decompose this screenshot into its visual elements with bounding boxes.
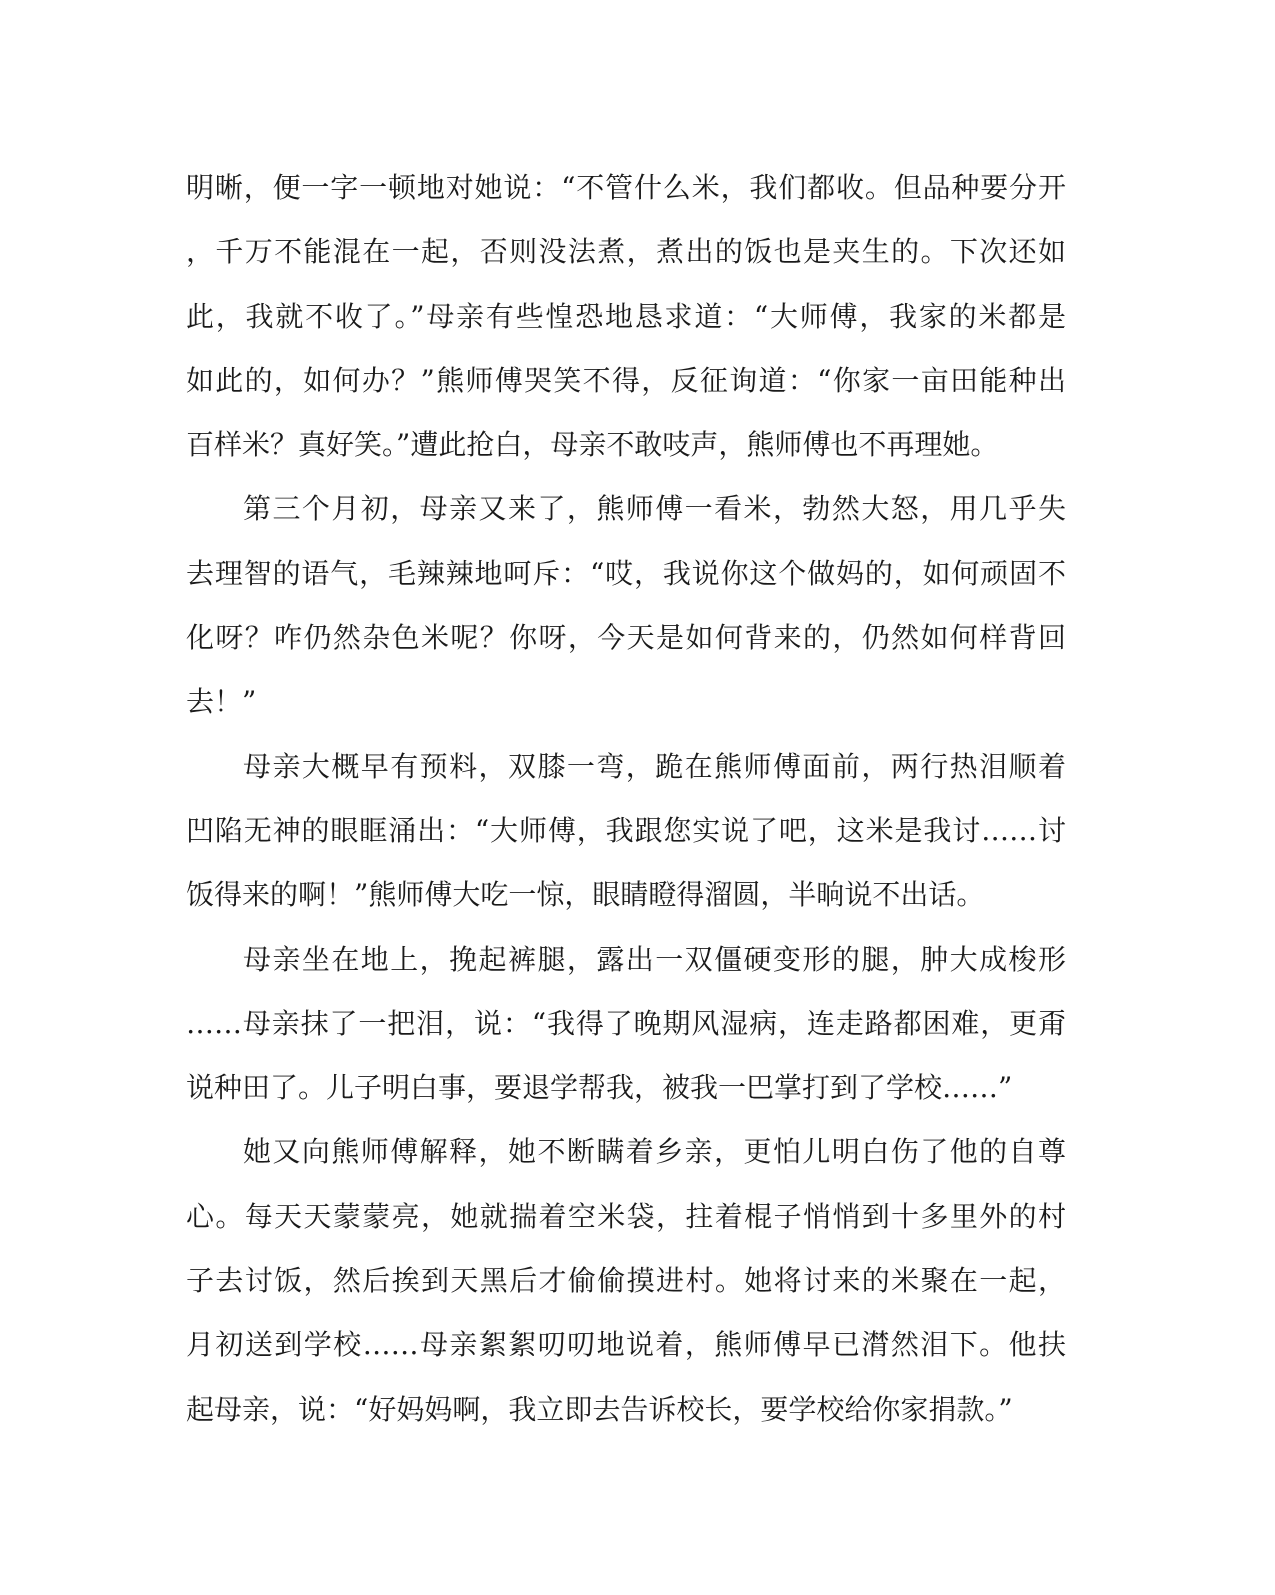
text-line: 去理智的语气，毛辣辣地呵斥：“哎，我说你这个做妈的，如何顽固不 xyxy=(186,556,1066,590)
text-line: ，千万不能混在一起，否则没法煮，煮出的饭也是夹生的。下次还如 xyxy=(186,235,1066,269)
text-line: 百样米？真好笑。”遭此抢白，母亲不敢吱声，熊师傅也不再理她。 xyxy=(186,428,999,462)
paragraph xyxy=(186,735,1066,928)
document-body xyxy=(186,156,1066,1442)
paragraph xyxy=(186,156,1066,477)
text-line: 去！” xyxy=(186,685,257,719)
text-line: 起母亲，说：“好妈妈啊，我立即去告诉校长，要学校给你家捐款。” xyxy=(186,1392,1013,1426)
text-line: 如此的，如何办？”熊师傅哭笑不得，反征询道：“你家一亩田能种出 xyxy=(186,363,1066,397)
text-line: 说种田了。儿子明白事，要退学帮我，被我一巴掌打到了学校……” xyxy=(186,1071,1013,1105)
text-line: 饭得来的啊！”熊师傅大吃一惊，眼睛瞪得溜圆，半晌说不出话。 xyxy=(186,878,985,912)
paragraph xyxy=(186,1120,1066,1441)
text-line: 心。每天天蒙蒙亮，她就揣着空米袋，拄着棍子悄悄到十多里外的村 xyxy=(186,1199,1066,1233)
text-line: 明晰，便一字一顿地对她说：“不管什么米，我们都收。但品种要分开 xyxy=(186,171,1066,204)
text-line: 母亲大概早有预料，双膝一弯，跪在熊师傅面前，两行热泪顺着 xyxy=(243,749,1066,783)
paragraph xyxy=(186,928,1066,1121)
text-line: 化呀？咋仍然杂色米呢？你呀，今天是如何背来的，仍然如何样背回 xyxy=(186,621,1066,655)
text-line: 第三个月初，母亲又来了，熊师傅一看米，勃然大怒，用几乎失 xyxy=(243,492,1066,526)
text-line: ……母亲抹了一把泪，说：“我得了晚期风湿病，连走路都困难，更甭 xyxy=(186,1006,1066,1040)
text-line: 她又向熊师傅解释，她不断瞒着乡亲，更怕儿明白伤了他的自尊 xyxy=(243,1135,1066,1169)
text-line: 母亲坐在地上，挽起裤腿，露出一双僵硬变形的腿，肿大成梭形 xyxy=(243,942,1066,976)
text-line: 月初送到学校……母亲絮絮叨叨地说着，熊师傅早已潸然泪下。他扶 xyxy=(186,1328,1066,1362)
text-line: 子去讨饭，然后挨到天黑后才偷偷摸进村。她将讨来的米聚在一起， xyxy=(186,1264,1066,1298)
paragraph xyxy=(186,477,1066,734)
text-line: 此，我就不收了。”母亲有些惶恐地恳求道：“大师傅，我家的米都是 xyxy=(186,299,1066,333)
text-line: 凹陷无神的眼眶涌出：“大师傅，我跟您实说了吧，这米是我讨……讨 xyxy=(186,813,1066,847)
